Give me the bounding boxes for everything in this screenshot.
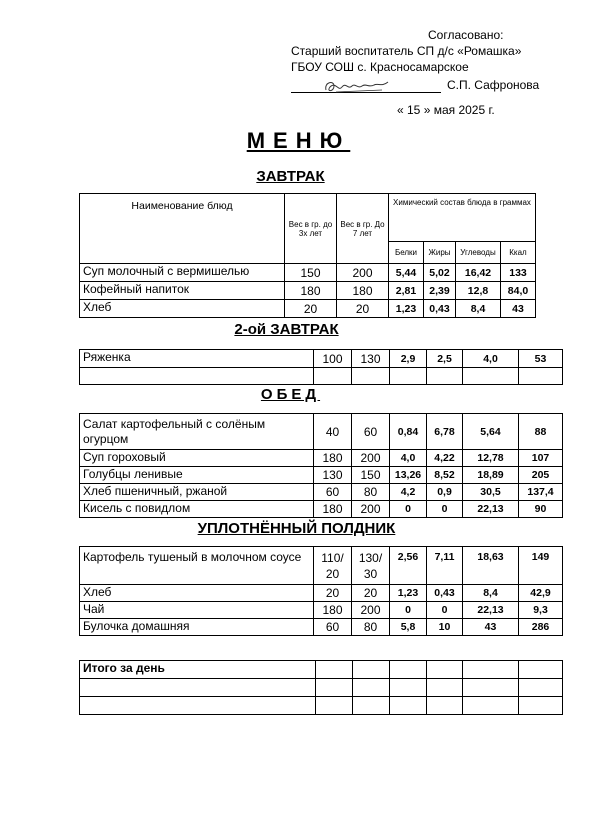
carbs: 22,13 [463, 602, 519, 619]
protein: 13,26 [390, 467, 427, 484]
weight-under3: 180 [314, 501, 352, 518]
weight-under7: 20 [337, 300, 389, 318]
weight-under7: 80 [352, 484, 390, 501]
dish-name: Картофель тушеный в молочном соусе [80, 547, 314, 585]
section-title-snack: УПЛОТНЁННЫЙ ПОЛДНИК [197, 520, 396, 537]
kcal: 205 [519, 467, 563, 484]
protein: 2,81 [389, 282, 424, 300]
table-row [80, 547, 563, 585]
table-row [80, 282, 536, 300]
weight-under7: 180 [337, 282, 389, 300]
protein: 2,9 [390, 350, 427, 368]
fat: 0 [427, 602, 463, 619]
carbs: 5,64 [463, 414, 519, 450]
weight-under3: 40 [314, 414, 352, 450]
kcal: 137,4 [519, 484, 563, 501]
total-label: Итого за день [80, 661, 316, 679]
kcal: 42,9 [519, 585, 563, 602]
breakfast2-table [79, 349, 563, 385]
weight-under3: 180 [314, 450, 352, 467]
dish-name: Кисель с повидлом [80, 501, 314, 518]
weight-under3: 20 [314, 585, 352, 602]
section-title-breakfast: ЗАВТРАК [256, 168, 325, 185]
protein: 0 [390, 602, 427, 619]
total-table [79, 660, 563, 715]
header-name: Наименование блюд [80, 194, 285, 264]
table-row [80, 350, 563, 368]
kcal: 149 [519, 547, 563, 585]
weight-under3: 100 [314, 350, 352, 368]
table-row [80, 300, 536, 318]
header-chem: Химический состав блюда в граммах [389, 194, 536, 242]
carbs: 8,4 [456, 300, 501, 318]
dish-name: Хлеб [80, 300, 285, 318]
fat: 6,78 [427, 414, 463, 450]
weight-under3: 110/ 20 [314, 547, 352, 585]
approval-agreed: Согласовано: [428, 28, 504, 42]
table-row [80, 602, 563, 619]
dish-name: Салат картофельный с солёным огурцом [80, 414, 314, 450]
weight-under7: 130 [352, 350, 390, 368]
breakfast-table [79, 193, 536, 318]
fat: 7,11 [427, 547, 463, 585]
carbs: 18,89 [463, 467, 519, 484]
carbs: 12,8 [456, 282, 501, 300]
weight-under7: 200 [337, 264, 389, 282]
weight-under3: 20 [285, 300, 337, 318]
approval-date: « 15 » мая 2025 г. [397, 103, 495, 117]
carbs: 22,13 [463, 501, 519, 518]
protein: 0 [390, 501, 427, 518]
dish-name: Хлеб [80, 585, 314, 602]
fat: 0,9 [427, 484, 463, 501]
section-title-lunch: ОБЕД [260, 386, 321, 403]
section-title-breakfast2: 2-ой ЗАВТРАК [234, 321, 339, 338]
approval-school: ГБОУ СОШ с. Красносамарское [291, 60, 469, 74]
table-row [80, 414, 563, 450]
table-row [80, 585, 563, 602]
fat: 0 [427, 501, 463, 518]
weight-under3: 60 [314, 619, 352, 636]
weight-under7: 20 [352, 585, 390, 602]
weight-under7: 150 [352, 467, 390, 484]
table-row [80, 264, 536, 282]
dish-name: Суп гороховый [80, 450, 314, 467]
header-kcal: Ккал [501, 242, 536, 264]
kcal: 9,3 [519, 602, 563, 619]
table-row-empty [80, 679, 563, 697]
carbs: 16,42 [456, 264, 501, 282]
weight-under3: 60 [314, 484, 352, 501]
weight-under3: 130 [314, 467, 352, 484]
table-row [80, 484, 563, 501]
kcal: 286 [519, 619, 563, 636]
table-row [80, 501, 563, 518]
header-weight-under7: Вес в гр. До 7 лет [337, 194, 389, 264]
dish-name: Кофейный напиток [80, 282, 285, 300]
protein: 2,56 [390, 547, 427, 585]
weight-under7: 80 [352, 619, 390, 636]
kcal: 133 [501, 264, 536, 282]
dish-name: Суп молочный с вермишелью [80, 264, 285, 282]
kcal: 84,0 [501, 282, 536, 300]
table-row [80, 467, 563, 484]
weight-under7: 200 [352, 450, 390, 467]
fat: 2,39 [424, 282, 456, 300]
header-fat: Жиры [424, 242, 456, 264]
fat: 2,5 [427, 350, 463, 368]
signature-icon [322, 76, 392, 96]
weight-under7: 60 [352, 414, 390, 450]
kcal: 90 [519, 501, 563, 518]
carbs: 8,4 [463, 585, 519, 602]
carbs: 43 [463, 619, 519, 636]
page-title: МЕНЮ [246, 128, 351, 153]
lunch-table [79, 413, 563, 518]
fat: 10 [427, 619, 463, 636]
weight-under7: 200 [352, 602, 390, 619]
carbs: 12,78 [463, 450, 519, 467]
protein: 4,0 [390, 450, 427, 467]
weight-under3: 180 [314, 602, 352, 619]
kcal: 107 [519, 450, 563, 467]
weight-under3: 180 [285, 282, 337, 300]
weight-under3: 150 [285, 264, 337, 282]
carbs: 30,5 [463, 484, 519, 501]
weight-under7: 200 [352, 501, 390, 518]
fat: 8,52 [427, 467, 463, 484]
approval-block [0, 0, 597, 130]
protein: 5,8 [390, 619, 427, 636]
protein: 0,84 [390, 414, 427, 450]
approval-position: Старший воспитатель СП д/с «Ромашка» [291, 44, 522, 58]
dish-name: Хлеб пшеничный, ржаной [80, 484, 314, 501]
table-row [80, 619, 563, 636]
dish-name: Голубцы ленивые [80, 467, 314, 484]
snack-table [79, 546, 563, 636]
kcal: 53 [519, 350, 563, 368]
table-row [80, 450, 563, 467]
protein: 4,2 [390, 484, 427, 501]
weight-under7: 130/ 30 [352, 547, 390, 585]
dish-name: Чай [80, 602, 314, 619]
fat: 0,43 [427, 585, 463, 602]
fat: 0,43 [424, 300, 456, 318]
protein: 5,44 [389, 264, 424, 282]
header-protein: Белки [389, 242, 424, 264]
header-weight-under3: Вес в гр. до 3х лет [285, 194, 337, 264]
approval-signer: С.П. Сафронова [447, 78, 540, 92]
fat: 4,22 [427, 450, 463, 467]
fat: 5,02 [424, 264, 456, 282]
header-carbs: Углеводы [456, 242, 501, 264]
carbs: 18,63 [463, 547, 519, 585]
kcal: 88 [519, 414, 563, 450]
table-row-empty [80, 697, 563, 715]
protein: 1,23 [389, 300, 424, 318]
dish-name: Ряженка [80, 350, 314, 368]
carbs: 4,0 [463, 350, 519, 368]
total-row [80, 661, 563, 679]
dish-name: Булочка домашняя [80, 619, 314, 636]
table-row-empty [80, 368, 563, 385]
protein: 1,23 [390, 585, 427, 602]
kcal: 43 [501, 300, 536, 318]
